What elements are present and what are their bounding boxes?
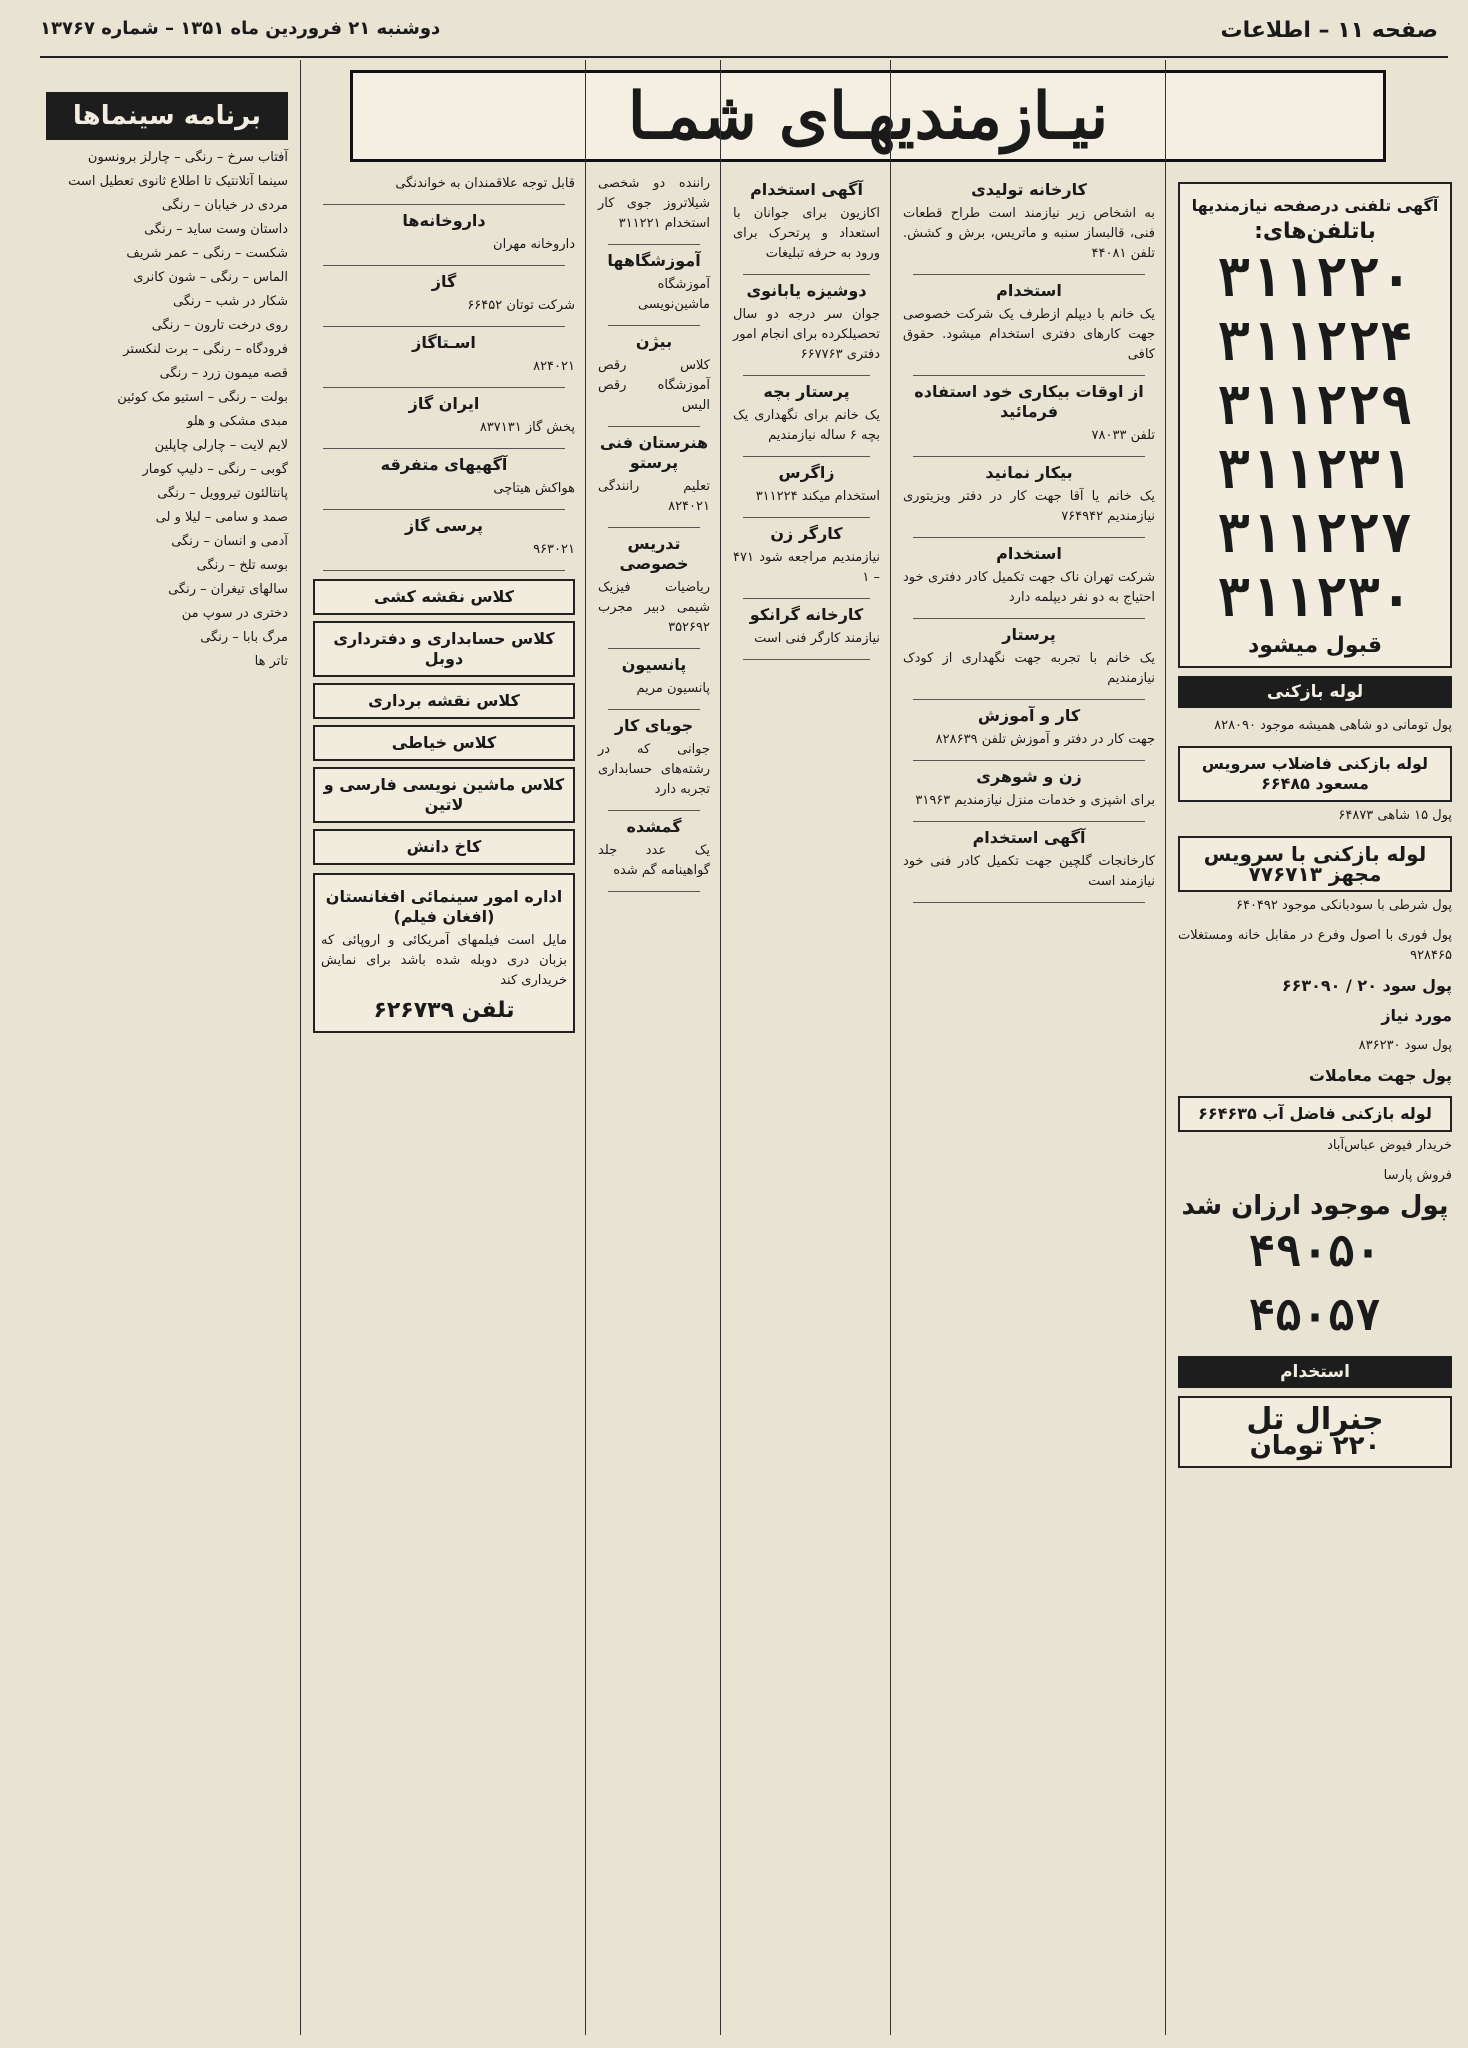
ad-separator	[913, 618, 1145, 619]
ad-separator	[913, 760, 1145, 761]
ad-title: آگهیهای متفرقه	[380, 455, 508, 474]
ad-title: آگهی استخدام	[972, 828, 1086, 847]
phone-number: ۳۱۱۲۳۰	[1217, 566, 1413, 629]
ad-title: بیژن	[635, 332, 673, 351]
cinema-listing: قصه میمون زرد – رنگی	[159, 366, 288, 381]
ad-body: تلفن ۷۸۰۳۳	[1091, 428, 1155, 443]
phone-number: ۳۱۱۲۲۴	[1217, 310, 1413, 373]
ad-body: جوان سر درجه دو سال تحصیلکرده برای انجام امور دفتری ۶۶۷۷۶۳	[733, 307, 880, 362]
ad-title: بیکار نمانید	[985, 463, 1073, 482]
phone-number: ۳۱۱۲۲۷	[1217, 502, 1413, 565]
cinema-listing: صمد و سامی – لیلا و لی	[155, 510, 288, 525]
ad-body: ۸۲۴۰۲۱	[533, 359, 575, 374]
ad-title: جویای کار	[614, 716, 694, 735]
ad-separator	[913, 902, 1145, 903]
ad-title: دوشیزه یابانوی	[746, 281, 867, 300]
page-title: نیـازمندیهـای شمـا	[350, 70, 1386, 162]
ad-separator	[323, 448, 565, 449]
ad-body: کارخانجات گلچین جهت تکمیل کادر فنی خود نیازمند است	[903, 854, 1155, 889]
ad-title: پانسیون	[621, 655, 687, 674]
ad-title: گاز	[431, 272, 457, 291]
ad-body: اکازیون برای جوانان با استعداد و پرتحرک برای ورود به حرفه تبلیغات	[733, 206, 880, 261]
ad-title: کارخانه گرانکو	[749, 605, 864, 624]
ad-title: زاگرس	[778, 463, 835, 482]
ad-separator	[608, 891, 700, 892]
header-rule	[40, 56, 1448, 58]
ad-separator	[913, 274, 1145, 275]
phone-label: باتلفن‌های:	[1254, 219, 1376, 244]
ad-body: نیازمند کارگر فنی است	[754, 631, 880, 646]
ad-body: راننده دو شخصی شیلاتروز جوی کار استخدام ۳۱۱۲۲۱	[598, 176, 710, 231]
phone-number: ۳۱۱۲۲۰	[1217, 246, 1413, 309]
cinema-listing: آفتاب سرخ – رنگی – چارلز برونسون	[87, 150, 288, 165]
section-heading: لوله بازکنی	[1178, 676, 1452, 708]
ad-separator	[743, 456, 870, 457]
ad-body: جوانی که در رشته‌های حسابداری تجربه دارد	[598, 742, 710, 797]
class-ad: کلاس ماشین نویسی فارسی و لاتین	[313, 767, 575, 823]
cinema-listing: سینما آتلانتیک تا اطلاع ثانوی تعطیل است	[68, 174, 288, 189]
ad-body: استخدام میکند ۳۱۱۲۲۴	[755, 489, 880, 504]
ad-separator	[323, 265, 565, 266]
cinema-listing: بولت – رنگی – استیو مک کوئین	[117, 390, 288, 405]
ads-column	[590, 170, 718, 2030]
ad-separator	[608, 709, 700, 710]
ad-item: ۴۹۰۵۰	[1248, 1226, 1382, 1277]
ad-title: ایران گاز	[408, 394, 480, 413]
ad-item: پول تومانی دو شاهی همیشه موجود ۸۲۸۰۹۰	[1214, 718, 1452, 733]
ad-separator	[323, 509, 565, 510]
afghan-title: اداره امور سینمائی افغانستان (افغان فیلم)	[325, 887, 563, 926]
ad-item: مورد نیاز	[1381, 1006, 1452, 1025]
column-divider	[1165, 60, 1166, 2035]
column-divider	[720, 60, 721, 2035]
ad-item: لوله بازکنی فاضل آب ۶۶۴۶۳۵	[1178, 1096, 1452, 1132]
phone-number: ۳۱۱۲۳۱	[1217, 438, 1413, 501]
ad-item: پول ۱۵ شاهی ۶۴۸۷۳	[1338, 808, 1452, 823]
ad-title: آموزشگاهها	[607, 251, 701, 270]
ad-separator	[743, 274, 870, 275]
phone-intro: آگهی تلفنی درصفحه نیازمندیها	[1191, 196, 1439, 215]
ad-title: استخدام	[996, 544, 1062, 563]
ad-body: شرکت تهران ناک جهت تکمیل کادر دفتری خود احتیاج به دو نفر دیپلمه دارد	[903, 570, 1155, 605]
class-ad: کلاس حسابداری و دفترداری دوبل	[313, 621, 575, 677]
ad-separator	[743, 598, 870, 599]
cinema-listing: فرودگاه – رنگی – برت لنکستر	[123, 342, 288, 357]
column-divider	[585, 60, 586, 2035]
cinema-listing: گوبی – رنگی – دلیپ کومار	[142, 462, 288, 477]
ad-body: یک خانم با دیپلم ازطرف یک شرکت خصوصی جهت کارهای دفتری استخدام میشود. حقوق کافی	[903, 307, 1155, 362]
ad-body: کلاس رقص آموزشگاه رقص الیس	[598, 358, 710, 413]
ad-item: لوله بازکنی فاضلاب سرویس مسعود ۶۶۴۸۵	[1178, 746, 1452, 802]
ad-title: اسـتاگاز	[412, 333, 476, 352]
ad-body: پخش گاز ۸۳۷۱۳۱	[479, 420, 575, 435]
ad-title: پرستار بچه	[763, 382, 850, 401]
ad-title: آگهی استخدام	[750, 180, 863, 199]
ads-column	[305, 170, 583, 2030]
ad-title: هنرستان فنی پرستو	[599, 433, 709, 472]
ad-item: پول سود ۸۳۶۲۳۰	[1358, 1038, 1452, 1053]
phone-number: ۳۱۱۲۲۹	[1217, 374, 1413, 437]
cinema-listing: بوسه تلخ – رنگی	[196, 558, 288, 573]
ad-separator	[743, 659, 870, 660]
ad-title: پرستار	[1002, 625, 1056, 644]
afghan-phone: تلفن ۶۲۶۷۳۹	[373, 998, 515, 1023]
ad-separator	[323, 387, 565, 388]
ad-body: شرکت توتان ۶۶۴۵۲	[467, 298, 575, 313]
ad-separator	[913, 699, 1145, 700]
generaltel-price: ۲۲۰ تومان	[1249, 1431, 1381, 1461]
ad-title: کار و آموزش	[977, 706, 1081, 725]
page-header-left: دوشنبه ۲۱ فروردین ماه ۱۳۵۱ – شماره ۱۳۷۶۷	[40, 18, 441, 39]
cinema-listing: آدمی و انسان – رنگی	[171, 534, 288, 549]
generaltel-title: جنرال تل	[1246, 1402, 1384, 1437]
ad-separator	[608, 527, 700, 528]
ad-title: داروخانه‌ها	[402, 211, 486, 230]
cinema-listing: شکست – رنگی – عمر شریف	[126, 246, 288, 261]
class-ad: کاخ دانش	[313, 829, 575, 865]
cinema-column	[38, 80, 296, 2030]
column-divider	[300, 60, 301, 2035]
ad-title: کارخانه تولیدی	[971, 180, 1087, 199]
ad-body: یک خانم یا آقا جهت کار در دفتر ویزیتوری نیازمندیم ۷۶۴۹۴۲	[903, 489, 1155, 524]
ad-body: برای اشپزی و خدمات منزل نیازمندیم ۳۱۹۶۳	[915, 793, 1155, 808]
class-ad: کلاس خیاطی	[313, 725, 575, 761]
ad-item: لوله بازکنی با سرویس مجهز ۷۷۶۷۱۳	[1178, 836, 1452, 892]
ad-item: پول موجود ارزان شد	[1181, 1191, 1449, 1221]
ads-column	[725, 170, 888, 2030]
ad-separator	[913, 537, 1145, 538]
cinema-listing: لایم لایت – چارلی چاپلین	[154, 438, 288, 453]
cinema-listing: شکار در شب – رنگی	[173, 294, 288, 309]
ad-title: گمشده	[626, 817, 682, 836]
ad-title: پرسی گاز	[405, 516, 483, 535]
ad-body: ریاضیات فیزیک شیمی دبیر مجرب ۳۵۲۶۹۲	[598, 580, 710, 635]
ad-body: قابل توجه علاقمندان به خواندنگی	[395, 176, 575, 191]
cinema-listing: مردی در خیابان – رنگی	[161, 198, 288, 213]
cinema-listing: دختری در سوپ من	[181, 606, 288, 621]
ad-separator	[323, 570, 565, 571]
ad-item: خریدار فیوض عباس‌آباد	[1327, 1138, 1452, 1153]
ad-body: هواکش هیتاچی	[493, 481, 575, 496]
ad-body: یک عدد جلد گواهینامه گم شده	[598, 843, 710, 878]
ad-separator	[608, 244, 700, 245]
page-header-right: صفحه ۱۱ – اطلاعات	[1220, 18, 1438, 43]
ad-item: پول فوری با اصول وفرع در مقابل خانه ومستغلات ۹۲۸۴۶۵	[1178, 928, 1452, 963]
ad-separator	[743, 517, 870, 518]
ad-body: ۹۶۳۰۲۱	[533, 542, 575, 557]
cinema-listing: سالهای تیغران – رنگی	[168, 582, 288, 597]
phone-ads-column	[1170, 170, 1460, 2030]
cinema-title: برنامه سینماها	[46, 92, 288, 140]
ad-separator	[323, 204, 565, 205]
ads-column	[895, 170, 1163, 2030]
ad-item: پول جهت معاملات	[1308, 1066, 1452, 1085]
cinema-listing: پانتالئون تیروویل – رنگی	[157, 486, 288, 501]
ad-separator	[608, 810, 700, 811]
ad-body: یک خانم برای نگهداری یک بچه ۶ ساله نیازمندیم	[733, 408, 880, 443]
ad-title: کارگر زن	[770, 524, 843, 543]
ad-separator	[743, 375, 870, 376]
ad-separator	[608, 426, 700, 427]
cinema-listing: مبدی مشکی و هلو	[186, 414, 288, 429]
generaltel-ad	[1178, 1396, 1452, 1468]
cinema-listing: داستان وست ساید – رنگی	[144, 222, 288, 237]
ad-body: آموزشگاه ماشین‌نویسی	[637, 277, 710, 312]
section-heading: استخدام	[1178, 1356, 1452, 1388]
ad-separator	[608, 648, 700, 649]
ad-body: تعلیم رانندگی ۸۲۴۰۲۱	[598, 479, 710, 514]
ad-body: به اشخاص زیر نیازمند است طراح قطعات فنی، قالبساز سنبه و ماتریس، برش و کشش. تلفن ۴۴۰۸۱	[903, 206, 1155, 261]
ad-body: یک خانم با تجربه جهت نگهداری از کودک نیازمندیم	[903, 651, 1155, 686]
ad-title: استخدام	[996, 281, 1062, 300]
ad-item: ۴۵۰۵۷	[1248, 1290, 1382, 1341]
column-divider	[890, 60, 891, 2035]
class-ad: کلاس نقشه برداری	[313, 683, 575, 719]
phone-box	[1178, 182, 1452, 668]
afghan-film-ad	[313, 873, 575, 1033]
cinema-listing: تاتر ها	[254, 654, 288, 669]
ad-separator	[913, 456, 1145, 457]
ad-body: داروخانه مهران	[493, 237, 575, 252]
ad-body: پانسیون مریم	[636, 681, 710, 696]
cinema-listing: مرگ بابا – رنگی	[200, 630, 288, 645]
phone-accepted: قبول میشود	[1248, 633, 1382, 658]
ad-title: از اوقات بیکاری خود استفاده فرمائید	[914, 382, 1144, 421]
afghan-body: مایل است فیلمهای آمریکائی و اروپائی که بزبان دری دوبله شده باشد برای نمایش خریداری کند	[321, 933, 567, 988]
ad-title: زن و شوهری	[976, 767, 1082, 786]
cinema-listing: الماس – رنگی – شون کانری	[133, 270, 288, 285]
cinema-listing: روی درخت تارون – رنگی	[151, 318, 288, 333]
ad-separator	[323, 326, 565, 327]
ad-separator	[913, 821, 1145, 822]
class-ad: کلاس نقشه کشی	[313, 579, 575, 615]
ad-body: نیازمندیم مراجعه شود ۴۷۱ – ۱	[733, 550, 880, 585]
ad-item: پول سود ۲۰ / ۶۶۳۰۹۰	[1281, 976, 1452, 995]
ad-body: جهت کار در دفتر و آموزش تلفن ۸۲۸۶۳۹	[935, 732, 1155, 747]
ad-title: تدریس خصوصی	[619, 534, 689, 573]
ad-item: پول شرطی با سودبانکی موجود ۶۴۰۴۹۲	[1235, 898, 1452, 913]
ad-separator	[913, 375, 1145, 376]
ad-item: فروش پارسا	[1383, 1168, 1452, 1183]
ad-separator	[608, 325, 700, 326]
